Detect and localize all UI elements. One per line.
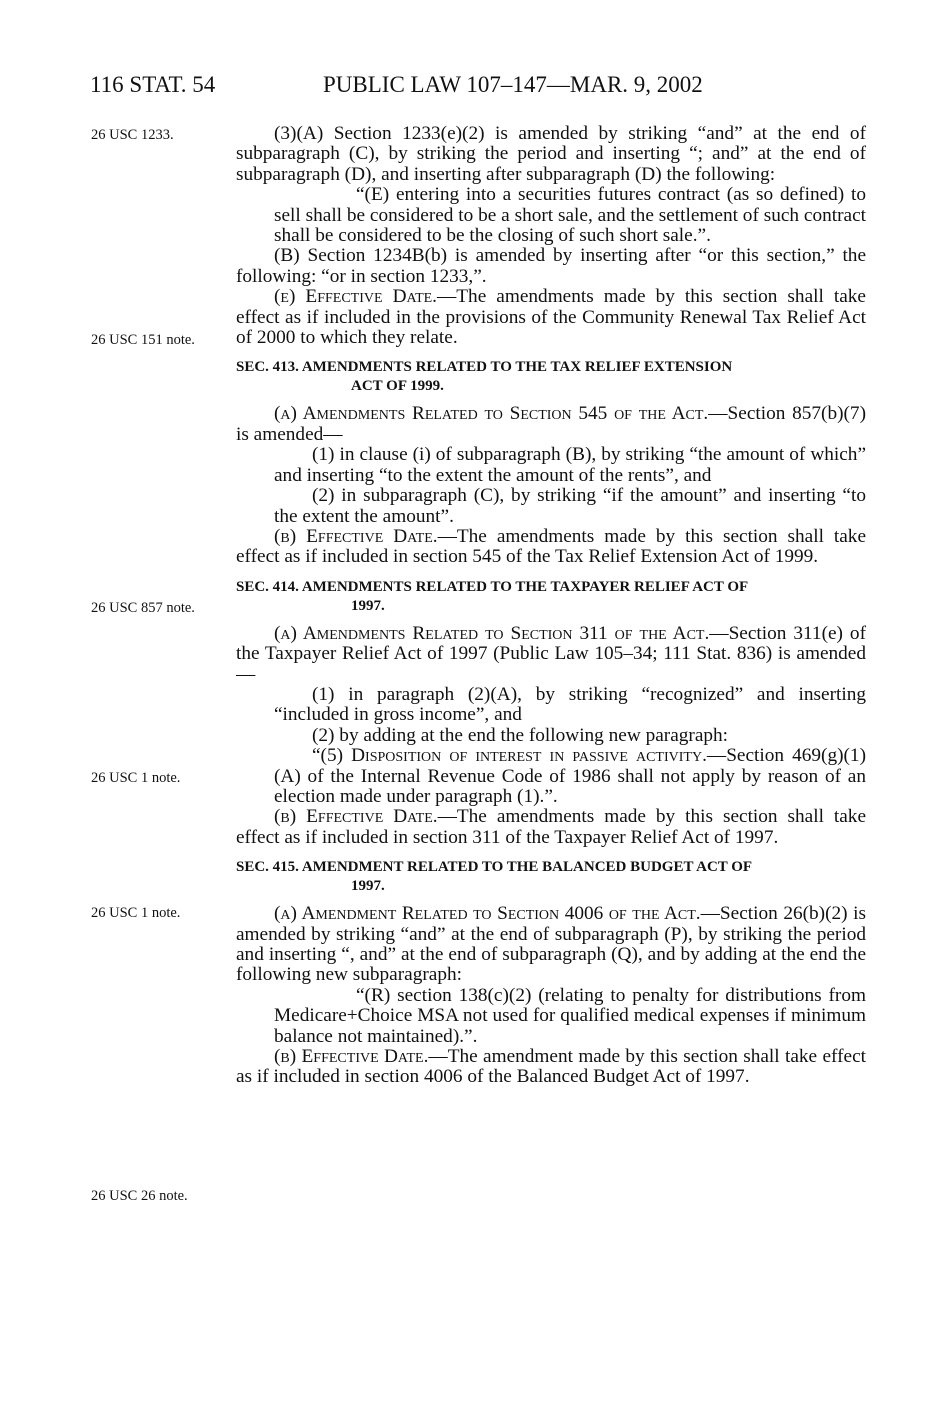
section-heading-line: SEC. 413. AMENDMENTS RELATED TO THE TAX RELIEF EXTENSION <box>236 359 733 376</box>
paragraph-text: —The amendment made by this section shall take effect as if included in section 4006 of the Balanced Budget Act of 1997. <box>236 1046 866 1088</box>
section-heading-line: 1997. <box>351 878 385 895</box>
margin-note: 26 USC 1 note. <box>91 770 181 786</box>
paragraph: (3)(A) Section 1233(e)(2) is amended by striking “and” at the end of subparagraph (C), by striking the period and inserting “; and” at the end of subparagraph (D), and inserting after subparagraph (D) the following: <box>236 123 866 185</box>
margin-note: 26 USC 26 note. <box>91 1188 188 1204</box>
section-heading-414 <box>236 578 866 616</box>
effective-date-paragraph <box>236 807 866 848</box>
effective-date-paragraph <box>236 287 866 348</box>
effective-date-label: (e) Effective Date. <box>274 286 437 308</box>
paragraph-text: —Section 311(e) of the Taxpayer Relief Act of 1997 (Public Law 105–34; 111 Stat. 836) is amended— <box>236 622 866 685</box>
effective-date-label: (b) Effective Date. <box>274 806 438 828</box>
paragraph-text: —The amendments made by this section shall take effect as if included in the provisions of the Community Renewal Tax Relief Act of 2000 to which they relate. <box>236 286 866 349</box>
paragraph-text: —The amendments made by this section shall take effect as if included in section 311 of the Taxpayer Relief Act of 1997. <box>236 806 866 848</box>
quoted-paragraph-label: “(5) Disposition of interest in passive activity. <box>312 745 707 767</box>
quoted-paragraph <box>274 746 866 807</box>
section-heading-line: ACT OF 1999. <box>351 378 444 395</box>
margin-note: 26 USC 1 note. <box>91 905 181 921</box>
list-item: (2) in subparagraph (C), by striking “if the amount” and inserting “to the extent the amount”. <box>274 485 866 527</box>
list-item: (1) in clause (i) of subparagraph (B), by striking “the amount of which” and inserting “to the extent the amount of the rents”, and <box>274 444 866 486</box>
subsection-paragraph <box>236 904 866 986</box>
quoted-text: “(R) section 138(c)(2) (relating to penalty for distributions from Medicare+Choice MSA not used for qualified medical expenses if minimum balance not maintained).”. <box>274 984 866 1047</box>
subsection-label: (a) Amendments Related to Section 311 of the Act. <box>274 622 710 644</box>
section-heading-line: 1997. <box>351 597 385 614</box>
effective-date-label: (b) Effective Date. <box>274 525 438 547</box>
subsection-label: (a) Amendment Related to Section 4006 of the Act. <box>274 903 701 925</box>
margin-note: 26 USC 1233. <box>91 127 174 143</box>
effective-date-paragraph <box>236 527 866 568</box>
margin-note: 26 USC 857 note. <box>91 600 195 616</box>
paragraph-text: —Section 26(b)(2) is amended by striking “and” at the end of subparagraph (P), by striking the period and inserting “, and” at the end of subparagraph (Q), and by adding at the end the following new subparagraph: <box>236 903 866 986</box>
paragraph-text: —The amendments made by this section shall take effect as if included in section 545 of the Tax Relief Extension Act of 1999. <box>236 525 866 568</box>
section-heading-line: SEC. 414. AMENDMENTS RELATED TO THE TAXPAYER RELIEF ACT OF <box>236 578 749 595</box>
document-body <box>236 124 866 1088</box>
subsection-label: (a) Amendments Related to Section 545 of the Act. <box>274 403 709 425</box>
effective-date-paragraph <box>236 1047 866 1088</box>
section-heading-415 <box>236 858 866 896</box>
paragraph: (B) Section 1234B(b) is amended by inserting after “or this section,” the following: “or in section 1233,”. <box>236 245 866 287</box>
running-header: PUBLIC LAW 107–147—MAR. 9, 2002 <box>323 72 703 97</box>
effective-date-label: (b) Effective Date. <box>274 1046 429 1068</box>
section-heading-413 <box>236 358 866 396</box>
subsection-paragraph <box>236 624 866 685</box>
list-item: (2) by adding at the end the following new paragraph: <box>312 724 729 746</box>
list-item: (1) in paragraph (2)(A), by striking “recognized” and inserting “included in gross income”, and <box>274 683 866 726</box>
section-heading-line: SEC. 415. AMENDMENT RELATED TO THE BALANCED BUDGET ACT OF <box>236 859 753 876</box>
quoted-text: “(E) entering into a securities futures contract (as so defined) to sell shall be considered to be a short sale, and the settlement of such contract shall be considered to be the closing of such short sale.”. <box>274 184 866 247</box>
subsection-paragraph <box>236 404 866 445</box>
page-reference: 116 STAT. 54 <box>90 72 216 97</box>
paragraph-text: —Section 857(b)(7) is amended— <box>236 403 866 445</box>
paragraph-text: —Section 469(g)(1)(A) of the Internal Revenue Code of 1986 shall not apply by reason of an election made under paragraph (1).”. <box>274 745 866 807</box>
margin-note: 26 USC 151 note. <box>91 332 195 348</box>
